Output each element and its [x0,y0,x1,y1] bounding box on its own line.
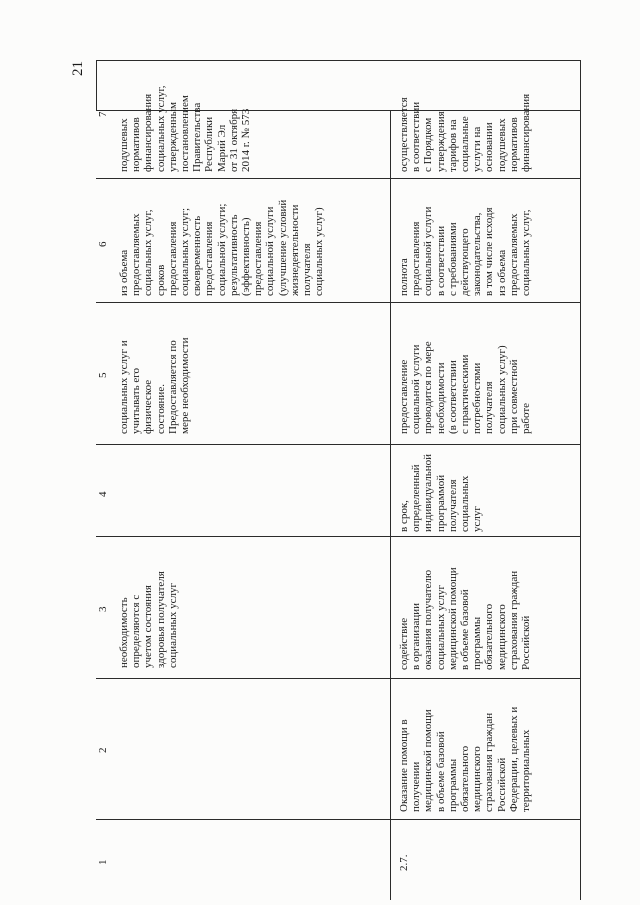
cell-text-line: медицинской помощи [446,567,459,670]
row-27-col3-cell [398,542,532,670]
row-27-col2-cell [398,682,532,812]
cell-text-line: финансирования [520,93,533,172]
row-27-col4-cell [398,448,483,532]
cell-text-line: от 31 октября [227,108,240,172]
table-line-header-left [96,60,97,110]
cell-text-line: здоровья получателя [154,571,167,668]
cell-text-line: нормативов [130,117,143,172]
table-line-col5-col6 [96,302,580,303]
cell-text-line: медицинского [471,746,484,812]
table-line-col2-col3 [96,678,580,679]
cell-text-line: предоставляемых [130,213,143,296]
table-line-col4-col5 [96,444,580,445]
cell-text-line: учетом состояния [142,585,155,668]
page-number: 21 [70,60,86,76]
cell-text-line: социальных услуг) [495,345,508,434]
cell-text-line: с Порядком [422,117,435,172]
cell-text-line: социальных [459,475,472,532]
cell-text-line: учитывать его [130,368,143,434]
table-line-top [96,60,580,61]
cell-text-line: предоставляемых [507,213,520,296]
cell-text-line: из объема [118,249,130,296]
cell-text-line: территориальных [520,729,533,812]
cell-text-line: получении [410,761,423,812]
cell-text-line: при совместной [507,359,520,434]
cell-text-line: в объеме базовой [459,589,472,670]
cell-text-line: содействие [398,617,410,670]
cell-text-line: Оказание помощи в [398,719,410,812]
header-col-5: 5 [97,372,109,378]
cell-text-line: социальной услуги [264,206,277,296]
cell-text-line: предоставления [410,221,423,296]
cell-text-line: услуги на [471,126,484,172]
cell-text-line: в объеме базовой [434,731,447,812]
cell-text-line: оказания получателю [422,569,435,670]
cell-text-line: получателя [446,479,459,532]
cell-text-line: проводится по мере [422,341,435,434]
cell-text-line: состояние. [154,384,167,434]
cell-text-line: социальные [459,116,472,172]
cell-text-line: утвержденным [166,101,179,172]
cell-text-line: социальных услуг, [520,209,533,296]
cell-text-line: страхования граждан [483,712,496,812]
cell-text-line: страхования граждан [507,570,520,670]
header-col-4: 4 [97,491,109,497]
cell-text-line: определенный [410,464,423,532]
cell-text-line: законодательства, [471,212,484,296]
header-col-6: 6 [97,241,109,247]
cell-text-line: определяются с [130,594,143,668]
cell-text-line: жизнедеятельности [288,204,301,296]
cell-text-line: сроков [154,264,167,296]
table-line-right [580,60,581,900]
cell-text-line: с практическими [459,354,472,434]
cell-text-line: социальных услуг; [179,207,192,296]
cell-text-line: осуществляется [398,97,410,172]
cell-text-line: (улучшение условий [276,199,289,296]
cell-text-line: социальных услуг, [154,85,167,172]
cell-text-line: 2014 г. № 573 [240,108,253,172]
cell-text-line: социальной услуги [422,206,435,296]
cell-text-line: социальных услуг и [118,340,130,434]
row-number: 2.7. [398,854,410,871]
cell-text-line: потребностями [471,362,484,434]
table-line-row-divider [390,110,391,900]
cell-text-line: программы [446,758,459,812]
cell-text-line: социальной услуги [410,344,423,434]
prev-row-col7-cell [118,84,252,172]
prev-row-col6-cell [118,184,325,296]
cell-text-line: получателя [301,243,314,296]
header-col-7: 7 [97,111,109,117]
cell-text-line: подушевых [118,118,130,172]
cell-text-line: в организации [410,603,423,670]
row-27-col7-cell [398,84,532,172]
cell-text-line: услуг [471,506,484,532]
row-27-col6-cell [398,184,532,296]
cell-text-line: (в соответствии [446,360,459,434]
cell-text-line: Правительства [191,102,204,172]
cell-text-line: основании [483,122,496,172]
cell-text-line: предоставления [203,221,216,296]
cell-text-line: Российской [495,757,508,812]
cell-text-line: индивидуальной [422,453,435,532]
cell-text-line: Предоставляется по [166,340,179,434]
cell-text-line: в соответствии [434,225,447,296]
prev-row-col5-cell [118,308,191,434]
cell-text-line: Марий Эл [215,124,228,172]
cell-text-line: необходимости [434,362,447,434]
cell-text-line: медицинского [495,604,508,670]
cell-text-line: подушевых [495,118,508,172]
cell-text-line: необходимость [118,597,130,668]
cell-text-line: социальной услуги; [215,203,228,296]
cell-text-line: из объема [495,249,508,296]
cell-text-line: физическое [142,379,155,434]
cell-text-line: полнота [398,258,410,296]
cell-text-line: работе [520,402,533,434]
cell-text-line: Федерации, целевых и [507,706,520,812]
cell-text-line: мере необходимости [179,337,192,434]
cell-text-line: тарифов на [446,119,459,172]
cell-text-line: с требованиями [446,222,459,296]
cell-text-line: своевременность [191,215,204,296]
cell-text-line: предоставление [398,359,410,434]
cell-text-line: в соответствии [410,101,423,172]
cell-text-line: социальных услуг, [142,209,155,296]
cell-text-line: постановлением [179,95,192,172]
cell-text-line: предоставления [166,221,179,296]
cell-text-line: результативность [227,214,240,296]
cell-text-line: программой [434,474,447,532]
cell-text-line: (эффективность) [240,217,253,296]
cell-text-line: социальных услуг [434,584,447,670]
cell-text-line: Российской [520,615,533,670]
cell-text-line: обязательного [483,603,496,670]
header-col-3: 3 [97,606,109,612]
cell-text-line: социальных услуг) [313,207,326,296]
cell-text-line: действующего [459,228,472,296]
cell-text-line: получателя [483,381,496,434]
header-col-1: 1 [97,859,109,865]
cell-text-line: обязательного [459,745,472,812]
cell-text-line: нормативов [507,117,520,172]
table-line-col6-col7 [96,178,580,179]
cell-text-line: в срок, [398,500,410,532]
prev-row-col3-cell [118,536,179,668]
cell-text-line: медицинской помощи [422,709,435,812]
cell-text-line: предоставления [252,221,265,296]
cell-text-line: финансирования [142,93,155,172]
cell-text-line: в том числе исходя [483,207,496,296]
row-27-col5-cell [398,308,532,434]
cell-text-line: программы [471,616,484,670]
table-line-col1-col2 [96,819,580,820]
cell-text-line: Республики [203,116,216,172]
cell-text-line: социальных услуг [166,582,179,668]
cell-text-line: утверждения [434,111,447,172]
header-col-2: 2 [97,747,109,753]
